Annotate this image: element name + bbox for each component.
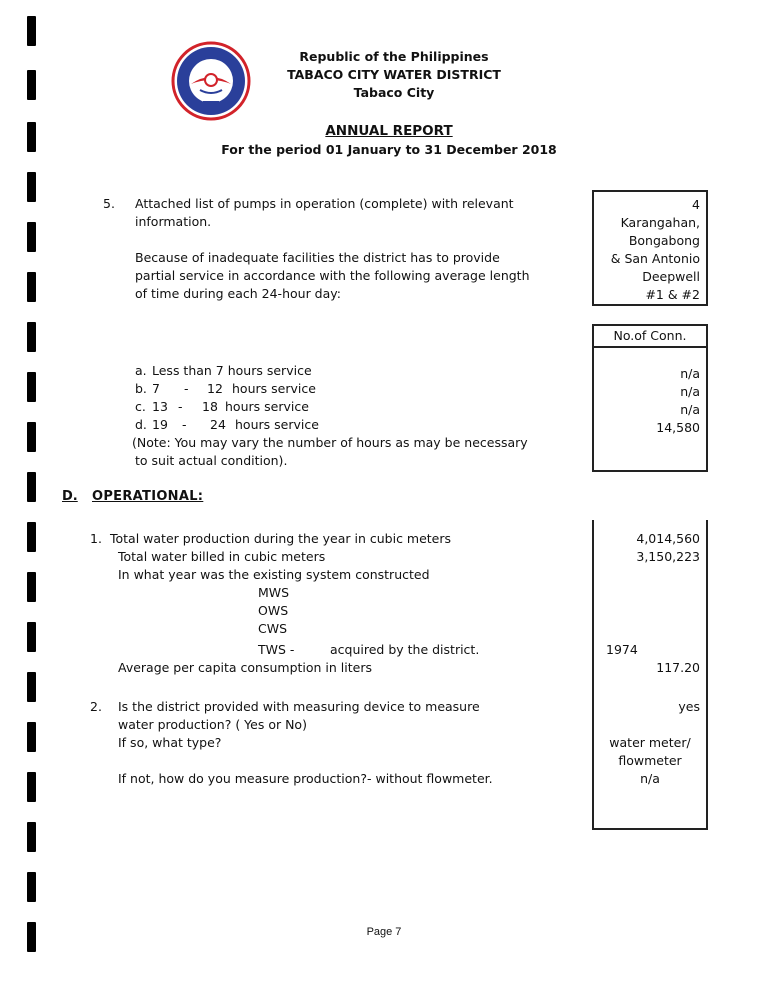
- pumps-location: Karangahan,: [620, 215, 700, 230]
- binding-bar: [27, 372, 36, 402]
- service-a-label: a.: [135, 363, 147, 378]
- binding-bar: [27, 172, 36, 202]
- item5-line2: information.: [135, 214, 212, 229]
- measuring-device-answer: yes: [678, 699, 700, 714]
- binding-bar: [27, 16, 36, 46]
- pumps-answer-box: [592, 190, 708, 306]
- device-type-line1: water meter/: [609, 735, 691, 750]
- binding-bar: [27, 822, 36, 852]
- service-c-text: hours service: [225, 399, 309, 414]
- binding-bar: [27, 572, 36, 602]
- header-republic: Republic of the Philippines: [299, 49, 489, 64]
- system-ows: OWS: [258, 603, 289, 618]
- production-value: 4,014,560: [636, 531, 700, 546]
- op1-year-question: In what year was the existing system constructed: [118, 567, 430, 582]
- binding-bar: [27, 872, 36, 902]
- service-c-label: c.: [135, 399, 146, 414]
- section-heading: OPERATIONAL:: [92, 489, 204, 504]
- op1-per-capita-label: Average per capita consumption in liters: [118, 660, 372, 675]
- operational-answer-box: [592, 520, 708, 830]
- service-b-to: 12: [207, 381, 223, 396]
- op1-production-label: Total water production during the year in cubic meters: [110, 531, 452, 546]
- binding-bar: [27, 272, 36, 302]
- op2-number: 2.: [90, 699, 102, 714]
- item5-para-line1: Because of inadequate facilities the district has to provide: [135, 250, 500, 265]
- service-c-dash: -: [178, 399, 183, 414]
- service-b-from: 7: [152, 381, 160, 396]
- pumps-location: & San Antonio: [610, 251, 700, 266]
- service-d-dash: -: [182, 417, 187, 432]
- connections-box: [592, 324, 708, 472]
- service-b-label: b.: [135, 381, 147, 396]
- op2-line1: Is the district provided with measuring device to measure: [118, 699, 480, 714]
- page-number: Page 7: [366, 926, 402, 938]
- binding-bar: [27, 422, 36, 452]
- year-value: 1974: [606, 642, 638, 657]
- service-d-to: 24: [210, 417, 226, 432]
- billed-value: 3,150,223: [636, 549, 700, 564]
- service-c-from: 13: [152, 399, 168, 414]
- item5-para-line2: partial service in accordance with the following average length: [135, 268, 530, 283]
- service-d-label: d.: [135, 417, 147, 432]
- report-title: ANNUAL REPORT: [325, 123, 453, 139]
- connections-value-c: n/a: [680, 402, 700, 417]
- service-b-text: hours service: [232, 381, 316, 396]
- service-note-line1: (Note: You may vary the number of hours as may be necessary: [132, 435, 528, 450]
- op1-billed-label: Total water billed in cubic meters: [118, 549, 326, 564]
- measure-production-answer: n/a: [640, 771, 660, 786]
- item-number: 5.: [103, 196, 115, 211]
- pumps-type: Deepwell: [642, 269, 700, 284]
- connections-value-d: 14,580: [656, 420, 700, 435]
- report-period: For the period 01 January to 31 December 2018: [221, 142, 557, 157]
- item5-line1: Attached list of pumps in operation (complete) with relevant: [135, 196, 514, 211]
- service-note-line2: to suit actual condition).: [135, 453, 288, 468]
- system-tws: TWS -: [258, 642, 295, 657]
- header-district: TABACO CITY WATER DISTRICT: [287, 67, 501, 82]
- item5-para-line3: of time during each 24-hour day:: [135, 286, 341, 301]
- binding-bar: [27, 622, 36, 652]
- pumps-location: Bongabong: [628, 233, 700, 248]
- service-d-from: 19: [152, 417, 168, 432]
- service-b-dash: -: [184, 381, 189, 396]
- op2-line4: If not, how do you measure production?- without flowmeter.: [118, 771, 493, 786]
- connections-header: No.of Conn.: [594, 326, 706, 348]
- connections-value-b: n/a: [680, 384, 700, 399]
- binding-bar: [27, 522, 36, 552]
- pumps-count: 4: [692, 197, 700, 212]
- binding-bar: [27, 222, 36, 252]
- binding-bar: [27, 322, 36, 352]
- system-cws: CWS: [258, 621, 288, 636]
- pumps-numbers: #1 & #2: [645, 287, 700, 302]
- service-a-text: Less than 7 hours service: [152, 363, 312, 378]
- op2-line3: If so, what type?: [118, 735, 222, 750]
- binding-bar: [27, 722, 36, 752]
- section-letter: D.: [62, 489, 78, 504]
- header-city: Tabaco City: [353, 85, 435, 100]
- binding-bar: [27, 672, 36, 702]
- tws-acquired-note: acquired by the district.: [330, 642, 480, 657]
- service-c-to: 18: [202, 399, 218, 414]
- connections-value-a: n/a: [680, 366, 700, 381]
- op2-line2: water production? ( Yes or No): [118, 717, 307, 732]
- system-mws: MWS: [258, 585, 290, 600]
- device-type-line2: flowmeter: [618, 753, 682, 768]
- binding-bar: [27, 772, 36, 802]
- op1-number: 1.: [90, 531, 102, 546]
- service-d-text: hours service: [235, 417, 319, 432]
- per-capita-value: 117.20: [656, 660, 700, 675]
- binding-bar: [27, 472, 36, 502]
